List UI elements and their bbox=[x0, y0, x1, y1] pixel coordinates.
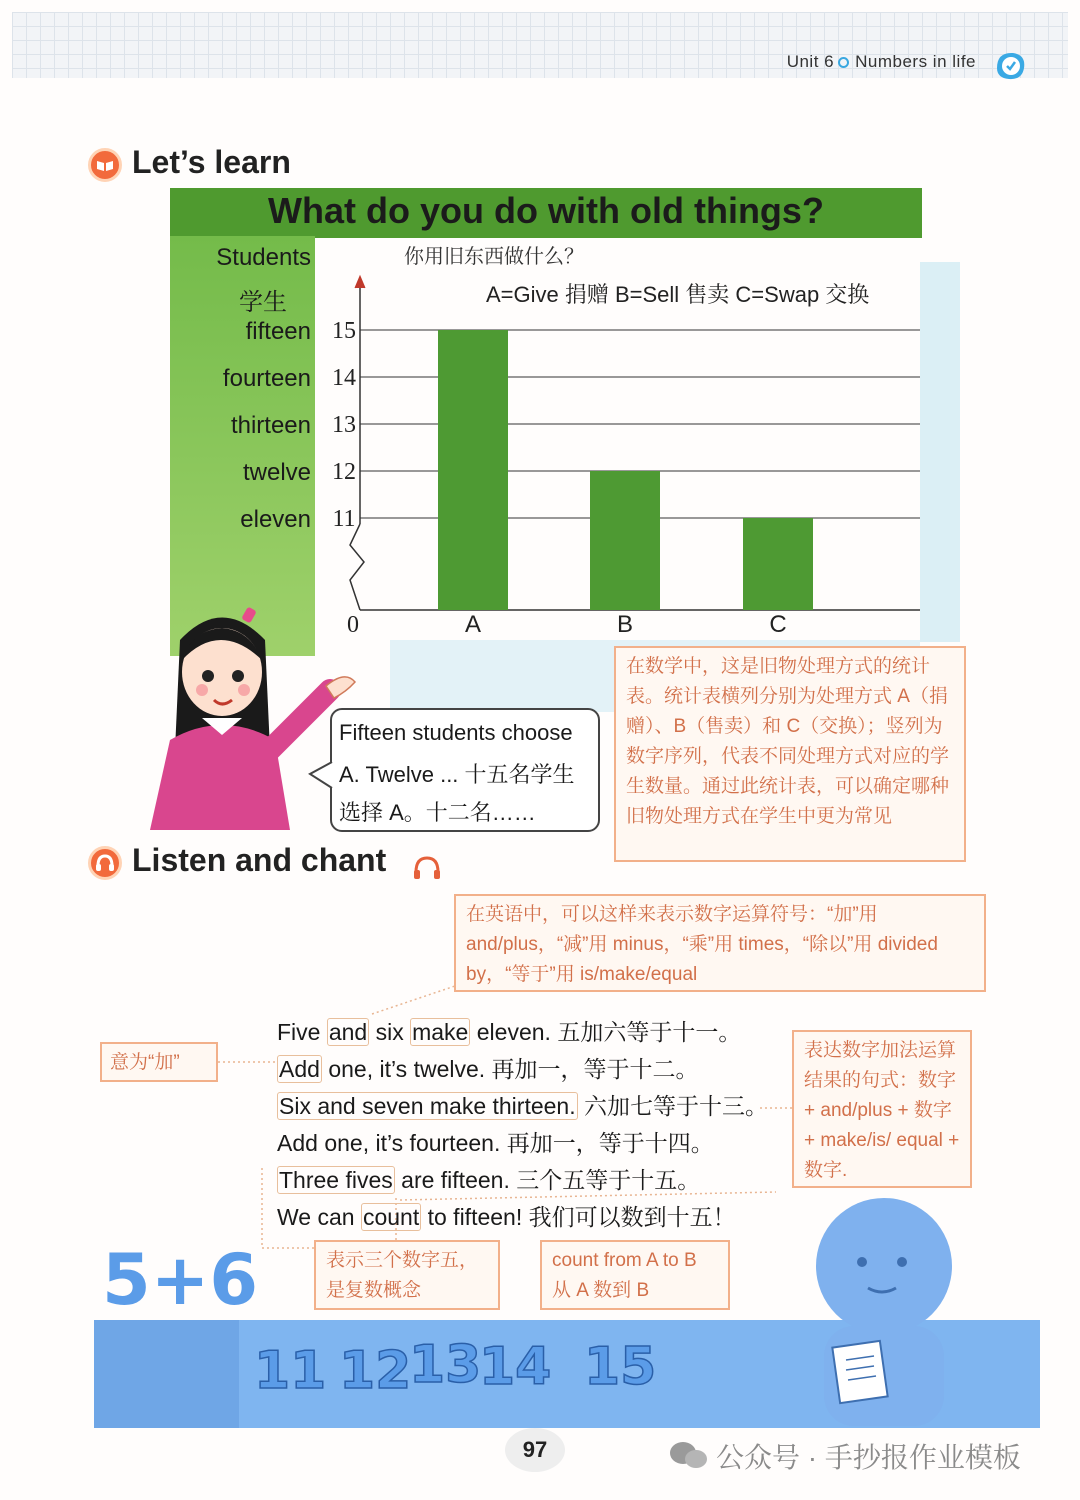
operator-note: 在英语中，可以这样来表示数字运算符号：“加”用 and/plus，“减”用 minus，“乘”用 times，“除以”用 divided by，“等于”用 is/make/equal bbox=[454, 894, 986, 992]
x-label-B: B bbox=[616, 611, 634, 638]
speech-line-1: Fifteen students choose bbox=[339, 720, 573, 745]
y-axis-label: Students bbox=[216, 244, 311, 271]
speech-line-3: 选择 A。十二名…… bbox=[339, 800, 536, 825]
wechat-icon bbox=[668, 1440, 710, 1470]
chant-line-4: Add one, it’s fourteen. 再加一，等于十四。 bbox=[277, 1130, 714, 1156]
number-art-11: 11 bbox=[254, 1341, 327, 1401]
chart-explanation-note: 在数学中，这是旧物处理方式的统计表。统计表横列分别为处理方式 A（捐赠）、B（售卖）和 C（交换）；竖列为数字序列，代表不同处理方式对应的学生数量。通过此统计表，可以确定哪种旧物处理方式在学生中更为常见 bbox=[614, 646, 966, 862]
y-word-fourteen: fourteen bbox=[222, 365, 311, 392]
number-art-13: 13 bbox=[409, 1335, 482, 1395]
y-tick-13: 13 bbox=[332, 412, 356, 438]
number-art-14: 14 bbox=[479, 1337, 552, 1397]
y-tick-12: 12 bbox=[332, 459, 356, 485]
y-tick-14: 14 bbox=[332, 365, 356, 391]
highlight-make: make bbox=[412, 1019, 469, 1045]
highlight-and: and bbox=[328, 1019, 368, 1045]
highlight-count: count bbox=[362, 1204, 420, 1230]
chant-line-3: Six and seven make thirteen. 六加七等于十三。 bbox=[279, 1093, 768, 1119]
sentence-pattern-note: 表达数字加法运算结果的句式：数字 + and/plus + 数字 + make/is/ equal + 数字. bbox=[792, 1030, 972, 1188]
chant-line-5: Three fives are fifteen. 三个五等于十五。 bbox=[279, 1167, 701, 1193]
count-note: count from A to B 从 A 数到 B bbox=[540, 1240, 730, 1310]
highlight-six-and-seven: Six and seven make thirteen. bbox=[279, 1093, 576, 1119]
listen-chant-title: Listen and chant bbox=[132, 842, 387, 878]
y-tick-0: 0 bbox=[347, 612, 359, 638]
chart-subtitle: 你用旧东西做什么？ bbox=[404, 246, 584, 268]
x-label-C: C bbox=[769, 611, 787, 638]
watermark: 公众号 · 手抄报作业模板 bbox=[716, 1442, 1021, 1473]
three-fives-note: 表示三个数字五，是复数概念 bbox=[314, 1240, 500, 1310]
x-label-A: A bbox=[464, 611, 482, 638]
speech-line-2: A. Twelve ... 十五名学生 bbox=[339, 762, 575, 787]
number-art-12: 12 bbox=[339, 1341, 412, 1401]
y-word-eleven: eleven bbox=[240, 506, 311, 533]
y-tick-11: 11 bbox=[332, 506, 356, 532]
chart-title: What do you do with old things? bbox=[268, 190, 824, 231]
y-word-twelve: twelve bbox=[242, 459, 311, 486]
unit-number: Unit 6 bbox=[786, 52, 835, 71]
chant-line-1: Five and six make eleven. 五加六等于十一。 bbox=[277, 1019, 742, 1045]
chant-line-6: We can count to fifteen! 我们可以数到十五！ bbox=[277, 1204, 736, 1230]
y-word-fifteen: fifteen bbox=[245, 318, 311, 345]
y-word-thirteen: thirteen bbox=[230, 412, 311, 439]
add-meaning-note: 意为“加” bbox=[100, 1042, 218, 1082]
unit-title: Numbers in life bbox=[855, 52, 976, 71]
y-axis-label-cn: 学生 bbox=[239, 289, 287, 316]
number-art-15: 15 bbox=[584, 1337, 657, 1397]
highlight-add: Add bbox=[279, 1056, 320, 1082]
page-number: 97 bbox=[505, 1428, 565, 1472]
chart-key: A=Give 捐赠 B=Sell 售卖 C=Swap 交换 bbox=[486, 282, 870, 307]
chant-line-2: Add one, it’s twelve. 再加一，等于十二。 bbox=[279, 1056, 699, 1082]
number-characters-illustration bbox=[94, 1196, 1040, 1428]
equation-art: 5+6 bbox=[102, 1239, 259, 1321]
highlight-three-fives: Three fives bbox=[279, 1167, 393, 1193]
y-tick-15: 15 bbox=[332, 318, 356, 344]
lets-learn-title: Let’s learn bbox=[132, 144, 291, 180]
